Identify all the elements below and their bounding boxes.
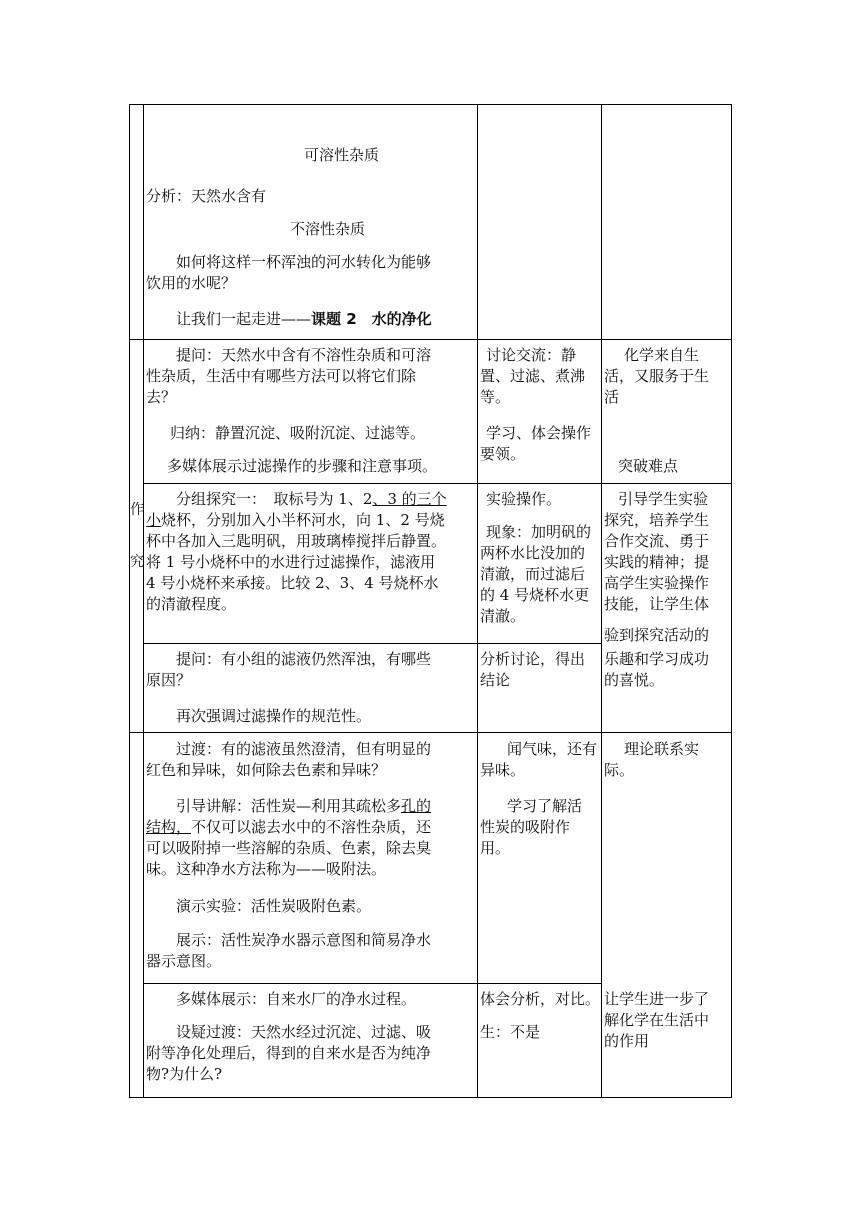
- insoluble-impurity-label: 不溶性杂质: [290, 220, 366, 238]
- student-discuss-line-2: 置、过滤、煮沸: [480, 367, 586, 385]
- lesson-intro: [176, 309, 432, 330]
- intent-theory-line-2: 际。: [604, 761, 635, 779]
- side-label-char-2: 究: [130, 554, 144, 570]
- demo-experiment: 演示实验：活性炭吸附色素。: [176, 897, 372, 915]
- lesson-intro-prefix: 让我们一起走进——: [176, 310, 312, 328]
- student-carbon-line-3: 用。: [480, 839, 511, 857]
- teacher-ask-line-1: 提问：天然水中含有不溶性杂质和可溶: [176, 346, 432, 364]
- explore-line-1: [176, 489, 447, 510]
- explore-line-3: 杯中各加入三匙明矾，用玻璃棒搅拌后静置。: [146, 532, 447, 550]
- row-divider-2: [143, 483, 477, 484]
- row-divider-5: [143, 983, 601, 984]
- student-smell-line-2: 异味。: [480, 761, 526, 779]
- teacher-ask-line-2: 性杂质，生活中有哪些方法可以将它们除: [146, 367, 417, 385]
- intent-explore-line-3: 合作交流、勇于: [604, 532, 710, 550]
- row-divider-3: [143, 643, 601, 644]
- intent-explore-line-2: 探究，培养学生: [604, 511, 710, 529]
- teacher-emphasis: 再次强调过滤操作的规范性。: [176, 707, 372, 725]
- intent-explore-line-4: 实践的精神；提: [604, 553, 710, 571]
- student-experiment: 实验操作。: [486, 490, 562, 508]
- teacher-student-divider: [477, 104, 478, 1098]
- doubt-line-3: 物?为什么?: [146, 1065, 223, 1083]
- row-divider-1: [129, 339, 732, 340]
- student-conclude-line-1: 分析讨论，得出: [480, 650, 586, 668]
- intent-theory-line-1: 理论联系实: [624, 740, 700, 758]
- student-compare: 体会分析，对比。: [480, 990, 601, 1008]
- soluble-impurity-label: 可溶性杂质: [304, 146, 380, 164]
- intent-line-2: 活，又服务于生: [604, 367, 710, 385]
- doubt-line-2: 附等净化处理后，得到的自来水是否为纯净: [146, 1044, 432, 1062]
- side-label-char-1: 作: [130, 502, 144, 518]
- explore-line-2-a: 小: [146, 511, 162, 529]
- display-line-1: 展示：活性炭净水器示意图和简易净水: [176, 931, 432, 949]
- guide-line-1: [176, 796, 431, 817]
- question-line-1: 如何将这样一杯浑浊的河水转化为能够: [176, 253, 432, 271]
- explore-line-1-a: 分组探究一： 取标号为 1、2: [176, 490, 373, 508]
- guide-line-4: 味。这种净水方法称为——吸附法。: [146, 860, 387, 878]
- row-divider-4: [129, 732, 732, 733]
- student-observation-line-3: 清澈，而过滤后: [480, 565, 586, 583]
- student-observation-line-4: 的 4 号烧杯水更: [480, 586, 590, 604]
- intent-explore-line-5: 高学生实验操作: [604, 574, 710, 592]
- student-discuss-line-1: 讨论交流：静: [486, 346, 577, 364]
- guide-line-2-a: 结构，: [146, 818, 192, 836]
- student-learn-line-2: 要领。: [480, 445, 526, 463]
- explore-line-2-b: 烧杯，分别加入小半杯河水，向 1、2 号烧: [161, 511, 445, 529]
- teacher-summary: 归纳：静置沉淀、吸附沉淀、过滤等。: [170, 424, 426, 442]
- explore-line-5: 4 号小烧杯来承接。比较 2、3、4 号烧杯水: [146, 574, 439, 592]
- student-learn-line-1: 学习、体会操作: [486, 424, 592, 442]
- explore-line-1-b: 、3 的三个: [372, 490, 447, 508]
- teacher-ask-line-3: 去？: [146, 388, 177, 406]
- intent-explore-line-6: 技能，让学生体: [604, 595, 710, 613]
- intent-line-3: 活: [604, 388, 620, 406]
- teacher-media: 多媒体展示过滤操作的步骤和注意事项。: [167, 457, 438, 475]
- teacher-reask-line-2: 原因？: [146, 671, 192, 689]
- student-conclude-line-2: 结论: [480, 671, 511, 689]
- transition-line-1: 过渡：有的滤液虽然澄清，但有明显的: [176, 740, 432, 758]
- row-divider-2b: [477, 483, 732, 484]
- explore-line-6: 的清澈程度。: [146, 595, 237, 613]
- student-intent-divider: [601, 104, 602, 1098]
- lesson-title: 课题 2 水的净化: [311, 310, 432, 328]
- intent-explore-line-8: 乐趣和学习成功: [604, 650, 710, 668]
- intent-explore-line-9: 的喜悦。: [604, 671, 665, 689]
- intent-life-line-3: 的作用: [604, 1032, 650, 1050]
- student-observation-line-5: 清澈。: [480, 607, 526, 625]
- intent-line-1: 化学来自生: [624, 346, 700, 364]
- guide-line-1-a: 引导讲解：活性炭—利用其疏松多: [176, 797, 402, 815]
- question-line-2: 饮用的水呢？: [146, 274, 237, 292]
- student-answer: 生：不是: [480, 1023, 541, 1041]
- doubt-line-1: 设疑过渡：天然水经过沉淀、过滤、吸: [176, 1023, 432, 1041]
- guide-line-1-b: 孔的: [401, 797, 432, 815]
- display-line-2: 器示意图。: [146, 952, 222, 970]
- student-smell-line-1: 闻气味，还有: [507, 740, 598, 758]
- student-observation-line-1: 现象：加明矾的: [486, 523, 592, 541]
- intent-explore-line-1: 引导学生实验: [618, 490, 709, 508]
- guide-line-2: [146, 817, 431, 838]
- intent-life-line-2: 解化学在生活中: [604, 1011, 710, 1029]
- teacher-reask-line-1: 提问：有小组的滤液仍然浑浊，有哪些: [176, 650, 432, 668]
- student-carbon-line-2: 性炭的吸附作: [480, 818, 571, 836]
- explore-line-4: 将 1 号小烧杯中的水进行过滤操作，滤液用: [146, 553, 436, 571]
- transition-line-2: 红色和异味，如何除去色素和异味？: [146, 761, 387, 779]
- explore-line-2: [146, 510, 445, 531]
- intent-difficulty: 突破难点: [618, 457, 679, 475]
- side-column-divider: [143, 104, 144, 1098]
- guide-line-3: 可以吸附掉一些溶解的杂质、色素，除去臭: [146, 839, 432, 857]
- intent-life-line-1: 让学生进一步了: [604, 990, 710, 1008]
- media-waterworks: 多媒体展示：自来水厂的净水过程。: [176, 990, 417, 1008]
- analysis-label: 分析：天然水含有: [146, 187, 267, 205]
- guide-line-2-b: 不仅可以滤去水中的不溶性杂质，还: [191, 818, 432, 836]
- student-discuss-line-3: 等。: [480, 388, 511, 406]
- intent-explore-line-7: 验到探究活动的: [604, 626, 710, 644]
- student-observation-line-2: 两杯水比没加的: [480, 544, 586, 562]
- student-carbon-line-1: 学习了解活: [507, 797, 583, 815]
